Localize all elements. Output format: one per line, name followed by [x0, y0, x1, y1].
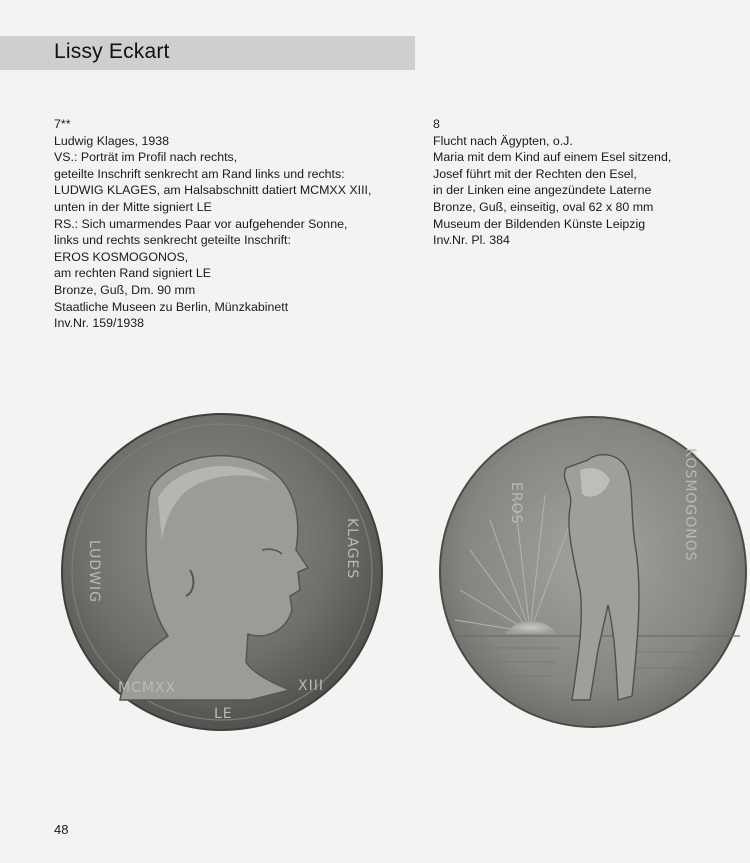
artist-name-heading: Lissy Eckart [54, 40, 170, 63]
catalog-entry-8 [433, 116, 671, 249]
entry-line: in der Linken eine angezündete Laterne [433, 183, 652, 198]
entry-material: Bronze, Guß, Dm. 90 mm [54, 282, 196, 297]
reverse-medal [440, 417, 746, 727]
page-number: 48 [54, 822, 69, 837]
entry-line: am rechten Rand signiert LE [54, 266, 212, 281]
entry-collection: Museum der Bildenden Künste Leipzig [433, 216, 646, 231]
entry-inventory-number: Inv.Nr. Pl. 384 [433, 233, 510, 248]
catalog-entry-7 [54, 116, 371, 332]
obverse-right-inscription: KLAGES [344, 518, 360, 580]
entry-line: links und rechts senkrecht geteilte Inschrift: [54, 233, 291, 248]
medal-illustration [0, 400, 750, 760]
entry-number: 7** [54, 117, 71, 131]
medal-photographs [0, 400, 750, 760]
entry-title: Ludwig Klages, 1938 [54, 133, 170, 148]
obverse-left-inscription: LUDWIG [86, 540, 102, 603]
entry-line: RS.: Sich umarmendes Paar vor aufgehender Sonne, [54, 216, 348, 231]
entry-number: 8 [433, 117, 440, 131]
obverse-medal [62, 414, 382, 730]
entry-line: EROS KOSMOGONOS, [54, 249, 189, 264]
entry-line: Josef führt mit der Rechten den Esel, [433, 166, 637, 181]
obverse-date-right: XIII [298, 678, 324, 694]
entry-line: VS.: Porträt im Profil nach rechts, [54, 150, 238, 165]
obverse-date-left: MCMXX [118, 680, 177, 696]
entry-material: Bronze, Guß, einseitig, oval 62 x 80 mm [433, 199, 654, 214]
entry-line: Maria mit dem Kind auf einem Esel sitzend, [433, 150, 672, 165]
obverse-signature: LE [214, 706, 233, 722]
entry-collection: Staatliche Museen zu Berlin, Münzkabinett [54, 299, 289, 314]
entry-title: Flucht nach Ägypten, o.J. [433, 133, 573, 148]
entry-inventory-number: Inv.Nr. 159/1938 [54, 316, 145, 331]
entry-line: unten in der Mitte signiert LE [54, 199, 212, 214]
reverse-left-inscription: EROS [508, 482, 524, 525]
entry-line: LUDWIG KLAGES, am Halsabschnitt datiert MCMXX XIII, [54, 183, 372, 198]
section-header [0, 36, 415, 70]
reverse-right-inscription: KOSMOGONOS [682, 448, 698, 562]
entry-line: geteilte Inschrift senkrecht am Rand links und rechts: [54, 166, 345, 181]
